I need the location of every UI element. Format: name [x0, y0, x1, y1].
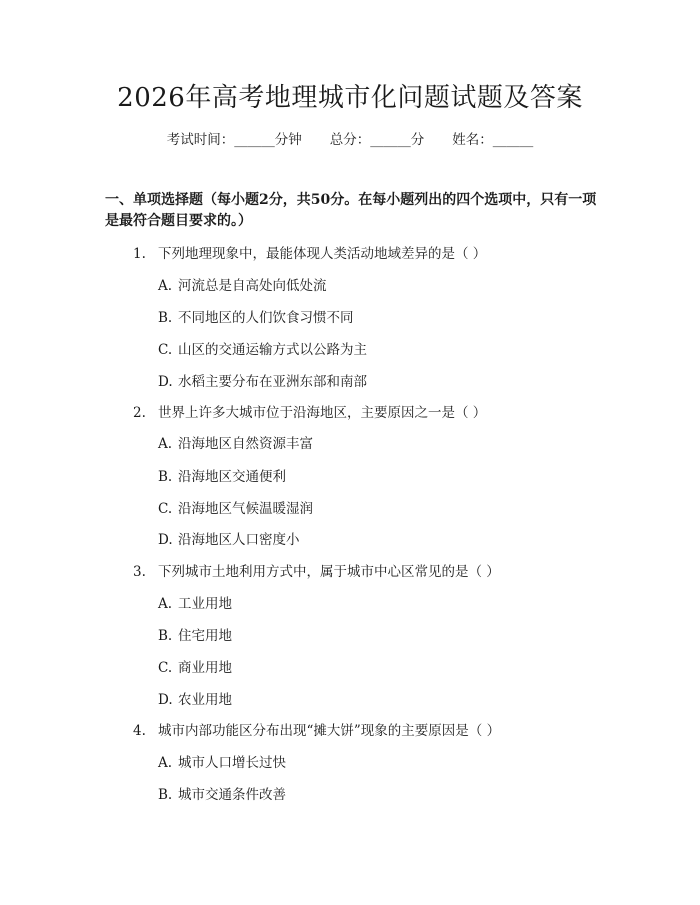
- question-3: [133, 562, 500, 582]
- option-text: 河流总是自高处向低处流: [178, 278, 327, 294]
- option-2a: [158, 434, 313, 454]
- question-text: 城市内部功能区分布出现“摊大饼”现象的主要原因是（ ）: [158, 723, 501, 739]
- option-text: 水稻主要分布在亚洲东部和南部: [178, 374, 367, 390]
- question-number: 4.: [133, 723, 146, 739]
- option-2c: [158, 499, 313, 519]
- option-4b: [158, 785, 286, 805]
- option-letter: B.: [158, 469, 173, 485]
- option-letter: A.: [158, 278, 173, 294]
- option-letter: A.: [158, 755, 173, 771]
- total-score-field: 总分：______分: [329, 132, 425, 148]
- option-letter: B.: [158, 787, 173, 803]
- page-title: 2026年高考地理城市化问题试题及答案: [117, 83, 583, 113]
- option-letter: B.: [158, 628, 173, 644]
- exam-time-field: 考试时间：______分钟: [166, 132, 302, 148]
- option-letter: D.: [158, 532, 173, 548]
- option-text: 城市人口增长过快: [178, 755, 286, 771]
- option-1d: [158, 372, 367, 392]
- question-number: 3.: [133, 564, 146, 580]
- question-1: [133, 244, 486, 264]
- option-3b: [158, 626, 232, 646]
- option-1a: [158, 276, 327, 296]
- option-letter: D.: [158, 374, 173, 390]
- exam-info-line: [0, 130, 700, 150]
- option-1c: [158, 340, 367, 360]
- option-letter: C.: [158, 660, 173, 676]
- option-4a: [158, 753, 286, 773]
- option-letter: B.: [158, 310, 173, 326]
- option-text: 工业用地: [178, 596, 232, 612]
- option-text: 住宅用地: [178, 628, 232, 644]
- option-letter: D.: [158, 692, 173, 708]
- option-text: 沿海地区人口密度小: [178, 532, 300, 548]
- question-4: [133, 721, 500, 741]
- question-text: 下列城市土地利用方式中，属于城市中心区常见的是（ ）: [158, 564, 500, 580]
- question-number: 2.: [133, 405, 146, 421]
- option-2d: [158, 530, 300, 550]
- option-letter: A.: [158, 596, 173, 612]
- option-text: 沿海地区交通便利: [178, 469, 286, 485]
- option-text: 沿海地区自然资源丰富: [178, 436, 313, 452]
- student-name-field: 姓名：______: [452, 132, 534, 148]
- question-text: 世界上许多大城市位于沿海地区，主要原因之一是（ ）: [158, 405, 487, 421]
- option-text: 沿海地区气候温暖湿润: [178, 501, 313, 517]
- question-text: 下列地理现象中，最能体现人类活动地域差异的是（ ）: [158, 246, 487, 262]
- option-2b: [158, 467, 286, 487]
- section-header: 一、单项选择题（每小题2分，共50分。在每小题列出的四个选项中，只有一项是最符合题目要求的。）: [105, 192, 597, 229]
- question-number: 1.: [133, 246, 146, 262]
- option-text: 城市交通条件改善: [178, 787, 286, 803]
- option-3d: [158, 690, 232, 710]
- option-letter: A.: [158, 436, 173, 452]
- option-text: 农业用地: [178, 692, 232, 708]
- option-text: 山区的交通运输方式以公路为主: [178, 342, 367, 358]
- question-2: [133, 403, 486, 423]
- option-text: 商业用地: [178, 660, 232, 676]
- option-letter: C.: [158, 501, 173, 517]
- option-text: 不同地区的人们饮食习惯不同: [178, 310, 354, 326]
- option-3a: [158, 594, 232, 614]
- option-letter: C.: [158, 342, 173, 358]
- option-1b: [158, 308, 354, 328]
- option-3c: [158, 658, 232, 678]
